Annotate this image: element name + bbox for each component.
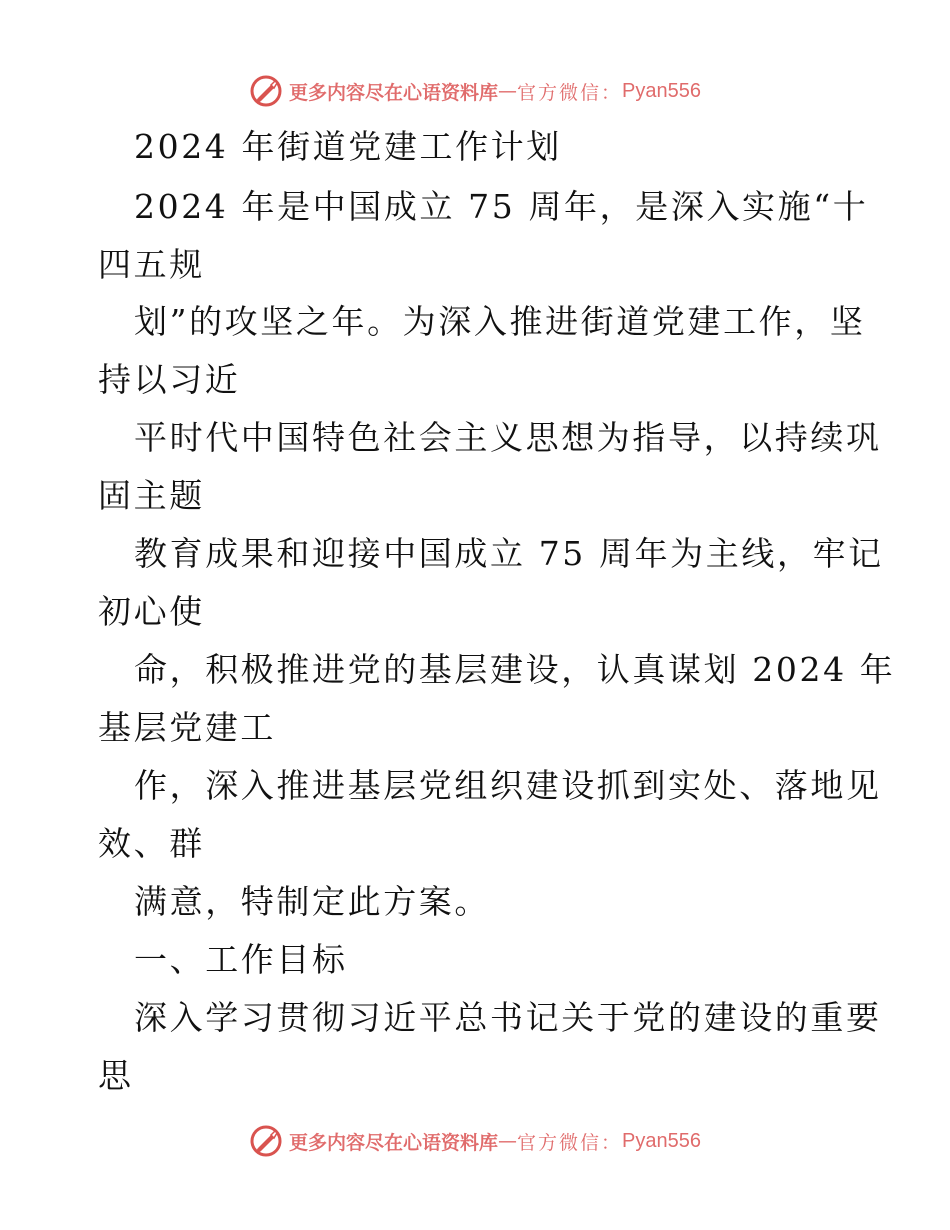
banner-wechat-id: Pyan556 (622, 79, 701, 102)
paragraph-line: 教育成果和迎接中国成立 75 周年为主线，牢记 (134, 534, 884, 573)
banner-dash: — (498, 1130, 518, 1152)
paragraph-line: 思 (98, 1056, 134, 1095)
banner-title: 更多内容尽在心语资料库 (289, 81, 499, 104)
paragraph-line: 满意，特制定此方案。 (134, 882, 490, 921)
paragraph-line: 2024 年是中国成立 75 周年，是深入实施“十 (134, 187, 869, 226)
paragraph-line: 持以习近 (98, 360, 241, 399)
paragraph-line: 作，深入推进基层党组织建设抓到实处、落地见 (134, 766, 882, 805)
paragraph-line: 深入学习贯彻习近平总书记关于党的建设的重要 (134, 998, 882, 1037)
paragraph-line: 平时代中国特色社会主义思想为指导，以持续巩 (134, 418, 882, 457)
pen-logo-icon (249, 1124, 283, 1158)
paragraph-line: 效、群 (98, 824, 205, 863)
paragraph-line: 四五规 (98, 245, 205, 284)
paragraph-line: 固主题 (98, 476, 205, 515)
doc-title: 2024 年街道党建工作计划 (134, 127, 562, 166)
paragraph-line: 基层党建工 (98, 708, 276, 747)
banner-dash: — (498, 80, 518, 102)
banner-wechat-id: Pyan556 (622, 1129, 701, 1152)
paragraph-line: 初心使 (98, 592, 205, 631)
footer-watermark-banner (0, 1121, 950, 1161)
paragraph-line: 命，积极推进党的基层建设，认真谋划 2024 年 (134, 650, 896, 689)
banner-title: 更多内容尽在心语资料库 (289, 1131, 499, 1154)
paragraph-line: 划”的攻坚之年。为深入推进街道党建工作，坚 (134, 302, 866, 341)
banner-wechat-label: 官方微信： (517, 81, 623, 104)
section-heading: 一、工作目标 (134, 940, 348, 979)
banner-wechat-label: 官方微信： (517, 1131, 623, 1154)
